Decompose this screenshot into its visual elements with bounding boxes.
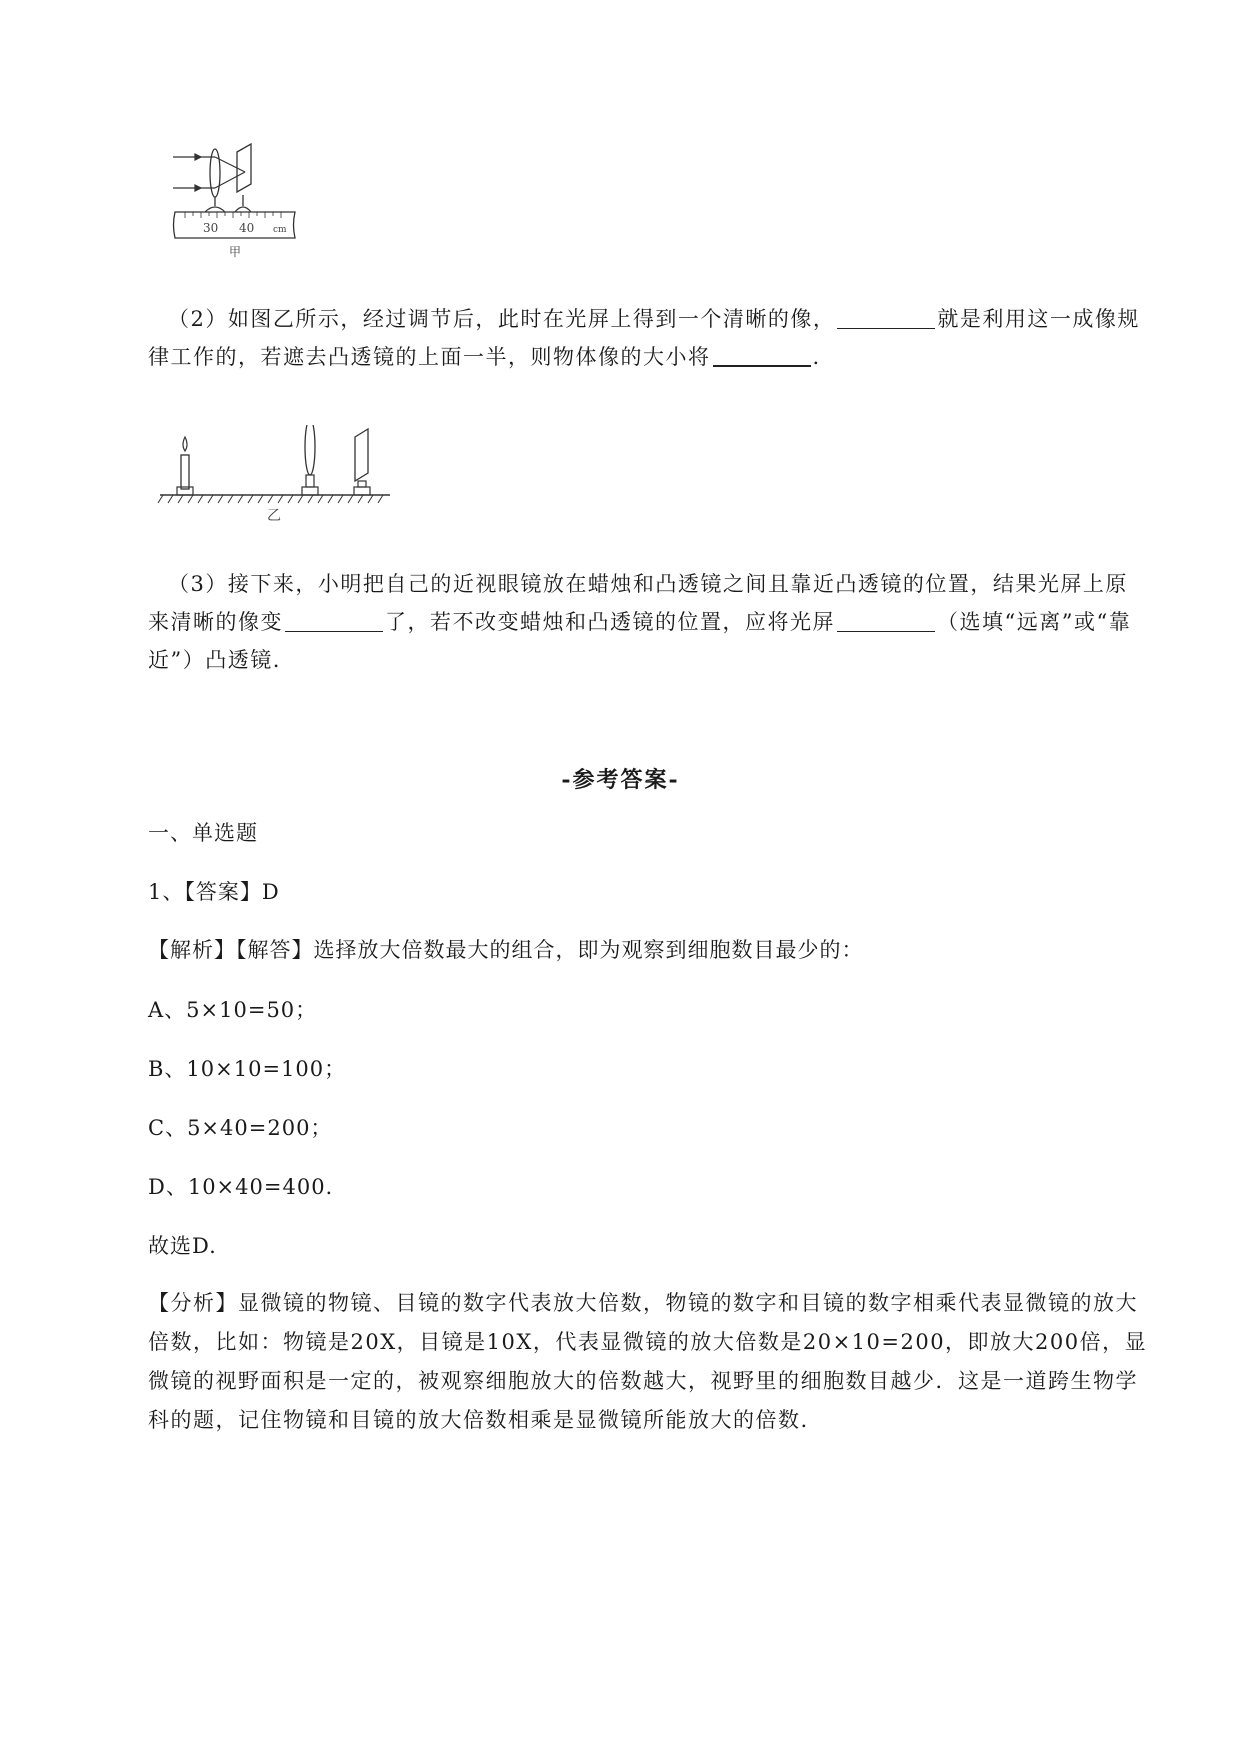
option-c: C、5×40=200； bbox=[148, 1116, 333, 1140]
question-3-text-2: 了，若不改变蜡烛和凸透镜的位置，应将光屏 bbox=[385, 610, 835, 634]
question-2-text-2: 就是利用这一成像规律工作的，若遮去凸透镜的上面一半，则物体像的大小将 bbox=[148, 307, 1140, 369]
option-b: B、10×10=100； bbox=[148, 1057, 347, 1081]
answer-blank[interactable] bbox=[285, 611, 383, 632]
tick-40-label: 40 bbox=[239, 221, 255, 235]
figure-yi bbox=[155, 425, 395, 525]
question-3 bbox=[148, 565, 1148, 679]
option-d: D、10×40=400. bbox=[148, 1175, 334, 1199]
tick-30-label: 30 bbox=[203, 221, 219, 235]
explanation-text: 【分析】显微镜的物镜、目镜的数字代表放大倍数，物镜的数字和目镜的数字相乘代表显微镜的放大倍数，比如：物镜是20X，目镜是10X，代表显微镜的放大倍数是20×10=200，即放大200倍，显微镜的视野面积是一定的，被观察细胞放大的倍数越大，视野里的细胞数目越少．这是一道跨生物学科的题，记住物镜和目镜的放大倍数相乘是显微镜所能放大的倍数. bbox=[148, 1291, 1148, 1432]
q1-answer: 1、【答案】D bbox=[148, 880, 280, 904]
flame-icon bbox=[183, 437, 187, 451]
question-3-text-1: （3）接下来，小明把自己的近视眼镜放在蜡烛和凸透镜之间且靠近凸透镜的位置，结果光屏上原来清晰的像变 bbox=[148, 572, 1128, 634]
answers-title: -参考答案- bbox=[561, 767, 680, 793]
question-2-text-1: （2）如图乙所示，经过调节后，此时在光屏上得到一个清晰的像， bbox=[168, 307, 836, 331]
answer-blank[interactable] bbox=[837, 308, 935, 329]
choice-text: 故选D. bbox=[148, 1234, 217, 1258]
option-a: A、5×10=50； bbox=[148, 998, 318, 1022]
figure-yi-caption: 乙 bbox=[267, 508, 281, 524]
answer-blank[interactable] bbox=[837, 611, 935, 632]
question-3-text-3: （选填“远离”或“靠近”）凸透镜. bbox=[148, 610, 1132, 672]
question-2 bbox=[148, 300, 1148, 376]
figure-jia bbox=[165, 140, 305, 265]
figure-jia-caption: 甲 bbox=[229, 245, 242, 259]
unit-label: cm bbox=[273, 225, 287, 235]
section-heading: 一、单选题 bbox=[148, 821, 258, 845]
answer-blank[interactable] bbox=[713, 345, 811, 367]
question-2-text-3: . bbox=[812, 345, 821, 369]
analysis-text: 【解析】【解答】选择放大倍数最大的组合，即为观察到细胞数目最少的： bbox=[148, 938, 864, 962]
